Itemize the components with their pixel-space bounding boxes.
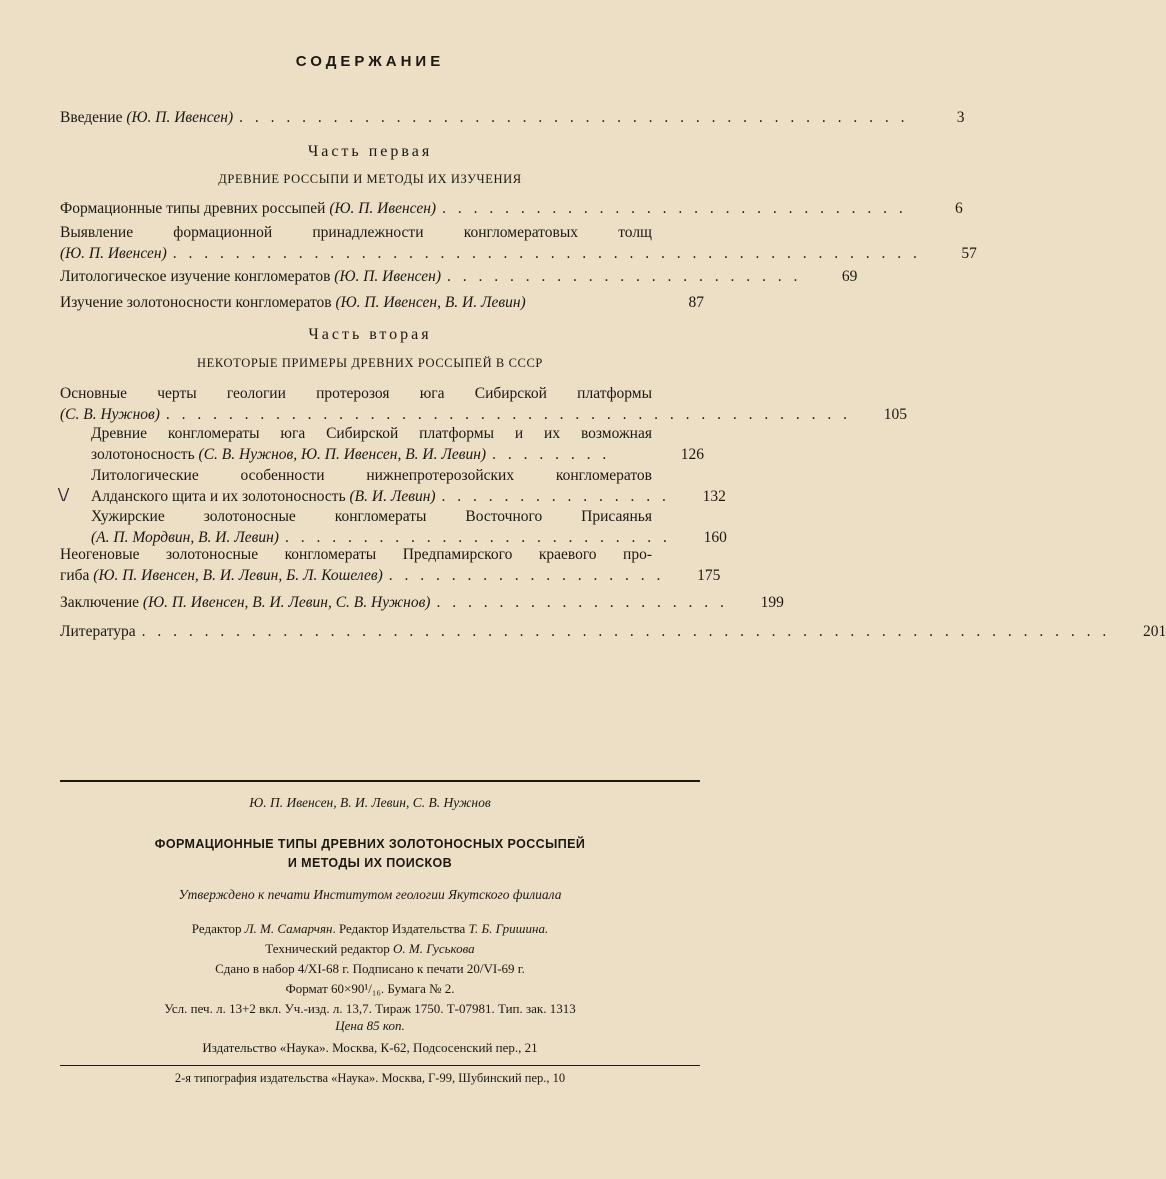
entry-label: Древние конгломераты юга Сибирской платформы и их возможная: [91, 425, 652, 442]
tech-editor-name: О. М. Гуськова: [393, 941, 475, 956]
entry-author: (Ю. П. Ивенсен, В. И. Левин, Б. Л. Кошелев): [93, 567, 383, 584]
dot-leader: . . . . . . . . . . . . . . .: [441, 488, 670, 505]
entry-page: 175: [697, 567, 721, 584]
dot-leader: . . . . . . . . . . . . . . . . . .: [388, 567, 665, 584]
entry-page: 3: [956, 109, 965, 126]
toc-entry-neogene: [60, 544, 721, 586]
entry-label: Литологические особенности нижнепротерозойских конгломератов: [91, 467, 652, 484]
dot-leader: . . . . . . . . . . . . . . . . . . . . . . .: [447, 268, 802, 285]
entry-page: 57: [961, 245, 977, 262]
tech-editor-line: [0, 939, 740, 959]
entry-author: (С. В. Нужнов, Ю. П. Ивенсен, В. И. Левин): [198, 446, 487, 463]
format-line: Формат 60×90¹/₁₆. Бумага № 2.: [285, 981, 455, 996]
imprint-details: [0, 919, 740, 1019]
imprint-authors: Ю. П. Ивенсен, В. И. Левин, С. В. Нужнов: [249, 795, 491, 810]
editor-label: Редактор: [191, 921, 242, 936]
entry-label: Литологическое изучение конгломератов: [60, 268, 331, 285]
book-title-line2: И МЕТОДЫ ИХ ПОИСКОВ: [287, 856, 453, 870]
entry-label: Литература: [60, 623, 136, 640]
part2-title: Часть вторая: [308, 326, 432, 343]
dot-leader: . . . . . . . . . . . . . . . . . . . . . . . . . . . . . . . . . . . . . . . . . . . .: [165, 406, 852, 423]
dot-leader: . . . . . . . . . . . . . . . . . . .: [436, 594, 728, 611]
pub-editor-name: Т. Б. Гришина.: [468, 921, 549, 936]
entry-author: (Ю. П. Ивенсен): [329, 200, 437, 217]
part1-subtitle: ДРЕВНИЕ РОССЫПИ И МЕТОДЫ ИХ ИЗУЧЕНИЯ: [218, 172, 522, 186]
toc-entry-geology: [60, 383, 908, 425]
entry-page: 126: [680, 446, 704, 463]
entry-page: 201: [1143, 623, 1166, 640]
entry-author: (Ю. П. Ивенсен): [334, 268, 442, 285]
entry-label: Изучение золотоносности конгломератов: [60, 294, 332, 311]
toc-entry-literature: [60, 621, 1166, 642]
handwritten-checkmark: \/: [58, 484, 70, 506]
entry-label: Формационные типы древних россыпей: [60, 200, 326, 217]
entry-page: 132: [702, 488, 726, 505]
entry-label-cont: Алданского щита и их золотоносность: [91, 488, 346, 505]
entry-label: Заключение: [60, 594, 140, 611]
dot-leader: . . . . . . . . . . . . . . . . . . . . . . . . . . . . . . . . . . . . . . . . . . .: [239, 109, 909, 126]
entry-author: (Ю. П. Ивенсен, В. И. Левин, С. В. Нужнов): [142, 594, 431, 611]
toc-entry-khuzhir: [91, 506, 727, 548]
toc-entry-gold-content: [60, 292, 704, 313]
imprint-printer: 2-я типография издательства «Наука». Москва, Г-99, Шубинский пер., 10: [174, 1071, 566, 1085]
entry-page: 87: [688, 294, 704, 311]
editors-line: [0, 919, 740, 939]
entry-author: (Ю. П. Ивенсен): [126, 109, 234, 126]
editor-name: Л. М. Самарчян: [244, 921, 333, 936]
dot-leader: . . . . . . . .: [492, 446, 611, 463]
imprint-price: Цена 85 коп.: [335, 1018, 405, 1033]
entry-label: Основные черты геологии протерозоя юга Сибирской платформы: [60, 385, 652, 402]
entry-page: 69: [841, 268, 858, 285]
toc-entry-aldan: [91, 465, 726, 507]
toc-entry-ancient-conglomerates: [91, 423, 704, 465]
typeset-line: Сдано в набор 4/XI-68 г. Подписано к печати 20/VI-69 г.: [215, 961, 525, 976]
entry-author: (Ю. П. Ивенсен): [60, 245, 167, 262]
toc-entry-lithology: [60, 266, 858, 287]
toc-entry-identification: [60, 222, 977, 264]
entry-page: 105: [883, 406, 908, 423]
entry-author: (А. П. Мордвин, В. И. Левин): [91, 529, 279, 546]
dot-leader: . . . . . . . . . . . . . . . . . . . . . . . . . . . . . . . . . . . . . . . . . . . . . . . .: [172, 245, 921, 262]
entry-label: Введение: [60, 109, 123, 126]
part1-title: Часть первая: [307, 143, 433, 160]
imprint-approved: Утверждено к печати Институтом геологии Якутского филиала: [178, 887, 562, 902]
bottom-rule: [60, 1065, 700, 1066]
contents-title: СОДЕРЖАНИЕ: [295, 53, 445, 70]
entry-author: (В. И. Левин): [349, 488, 436, 505]
sheets-line: Усл. печ. л. 13+2 вкл. Уч.-изд. л. 13,7. Тираж 1750. Т-07981. Тип. зак. 1313: [164, 1001, 576, 1016]
entry-author: (С. В. Нужнов): [60, 406, 160, 423]
dot-leader: . . . . . . . . . . . . . . . . . . . . . . . . .: [284, 529, 671, 546]
entry-label-cont: гиба: [60, 567, 90, 584]
dot-leader: . . . . . . . . . . . . . . . . . . . . . . . . . . . . . .: [442, 200, 907, 217]
toc-entry-formation-types: [60, 198, 963, 219]
imprint-publisher: Издательство «Наука». Москва, К-62, Подсосенский пер., 21: [202, 1040, 538, 1055]
entry-page: 160: [703, 529, 727, 546]
pub-editor-label: . Редактор Издательства: [332, 921, 466, 936]
divider-rule: [60, 780, 700, 782]
dot-leader: . . . . . . . . . . . . . . . . . . . . . . . . . . . . . . . . . . . . . . . . . . . . . . . . . . . . . . . . . . . . . .: [141, 623, 1111, 640]
imprint-book-title: [0, 835, 740, 873]
tech-editor-label: Технический редактор: [265, 941, 390, 956]
entry-label-cont: золотоносность: [91, 446, 195, 463]
book-title-line1: ФОРМАЦИОННЫЕ ТИПЫ ДРЕВНИХ ЗОЛОТОНОСНЫХ РОССЫПЕЙ: [154, 837, 586, 851]
entry-author: (Ю. П. Ивенсен, В. И. Левин): [335, 294, 526, 311]
toc-entry-conclusion: [60, 592, 784, 613]
entry-label: Хужирские золотоносные конгломераты Восточного Присаянья: [91, 508, 652, 525]
toc-entry-intro: [60, 107, 965, 128]
entry-label: Выявление формационной принадлежности конгломератовых толщ: [60, 224, 652, 241]
entry-page: 199: [760, 594, 784, 611]
part2-subtitle: НЕКОТОРЫЕ ПРИМЕРЫ ДРЕВНИХ РОССЫПЕЙ В СССР: [197, 356, 543, 370]
entry-page: 6: [954, 200, 963, 217]
entry-label: Неогеновые золотоносные конгломераты Предпамирского краевого про-: [60, 546, 652, 563]
